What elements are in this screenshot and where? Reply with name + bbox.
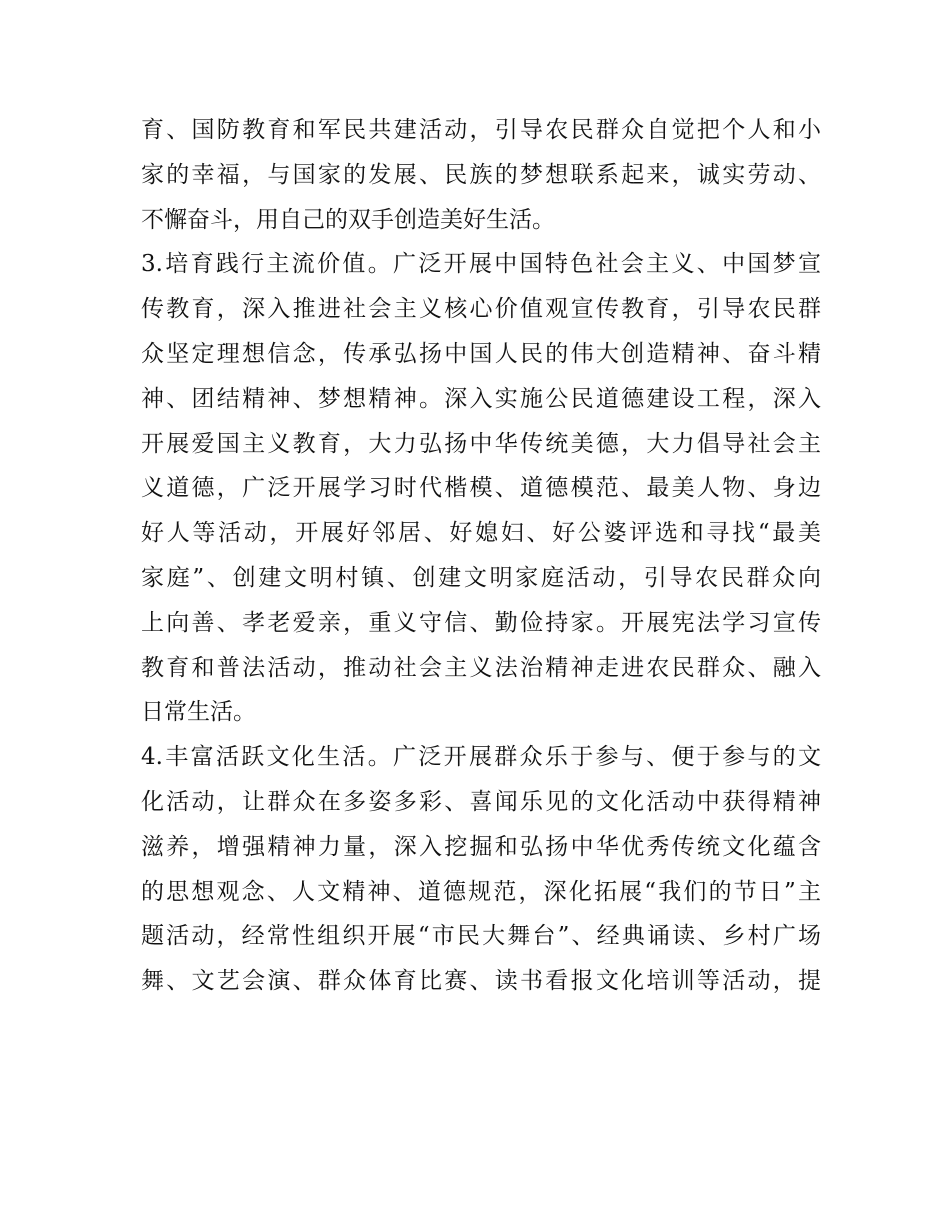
text-line: 家庭”、创建文明村镇、创建文明家庭活动，引导农民群众向 <box>141 564 821 591</box>
text-line: 的思想观念、人文精神、道德规范，深化拓展“我们的节日”主 <box>141 878 821 905</box>
text-line: 舞、文艺会演、群众体育比赛、读书看报文化培训等活动，提 <box>141 968 821 995</box>
text-line: 日常生活。 <box>141 699 256 726</box>
text-line: 上向善、孝老爱亲，重义守信、勤俭持家。开展宪法学习宣传 <box>141 609 821 636</box>
text-line: 化活动，让群众在多姿多彩、喜闻乐见的文化活动中获得精神 <box>141 788 821 815</box>
text-line: 育、国防教育和军民共建活动，引导农民群众自觉把个人和小 <box>141 117 821 143</box>
text-line: 义道德，广泛开展学习时代楷模、道德模范、最美人物、身边 <box>141 475 821 502</box>
section-3-heading-line: 3.培育践行主流价值。广泛开展中国特色社会主义、中国梦宣 <box>141 251 821 278</box>
text-line: 开展爱国主义教育，大力弘扬中华传统美德，大力倡导社会主 <box>141 430 821 457</box>
text-line: 好人等活动，开展好邻居、好媳妇、好公婆评选和寻找“最美 <box>141 520 821 547</box>
body-text <box>141 108 821 1004</box>
section-4-heading-line: 4.丰富活跃文化生活。广泛开展群众乐于参与、便于参与的文 <box>141 744 821 771</box>
text-line: 家的幸福，与国家的发展、民族的梦想联系起来，诚实劳动、 <box>141 161 821 188</box>
text-line: 教育和普法活动，推动社会主义法治精神走进农民群众、融入 <box>141 654 821 681</box>
text-line: 传教育，深入推进社会主义核心价值观宣传教育，引导农民群 <box>141 296 821 323</box>
text-line: 众坚定理想信念，传承弘扬中国人民的伟大创造精神、奋斗精 <box>141 340 821 367</box>
text-line: 题活动，经常性组织开展“市民大舞台”、经典诵读、乡村广场 <box>141 923 821 950</box>
text-line: 不懈奋斗，用自己的双手创造美好生活。 <box>141 206 555 233</box>
text-line: 滋养，增强精神力量，深入挖掘和弘扬中华优秀传统文化蕴含 <box>141 833 821 860</box>
text-line: 神、团结精神、梦想精神。深入实施公民道德建设工程，深入 <box>141 385 821 412</box>
